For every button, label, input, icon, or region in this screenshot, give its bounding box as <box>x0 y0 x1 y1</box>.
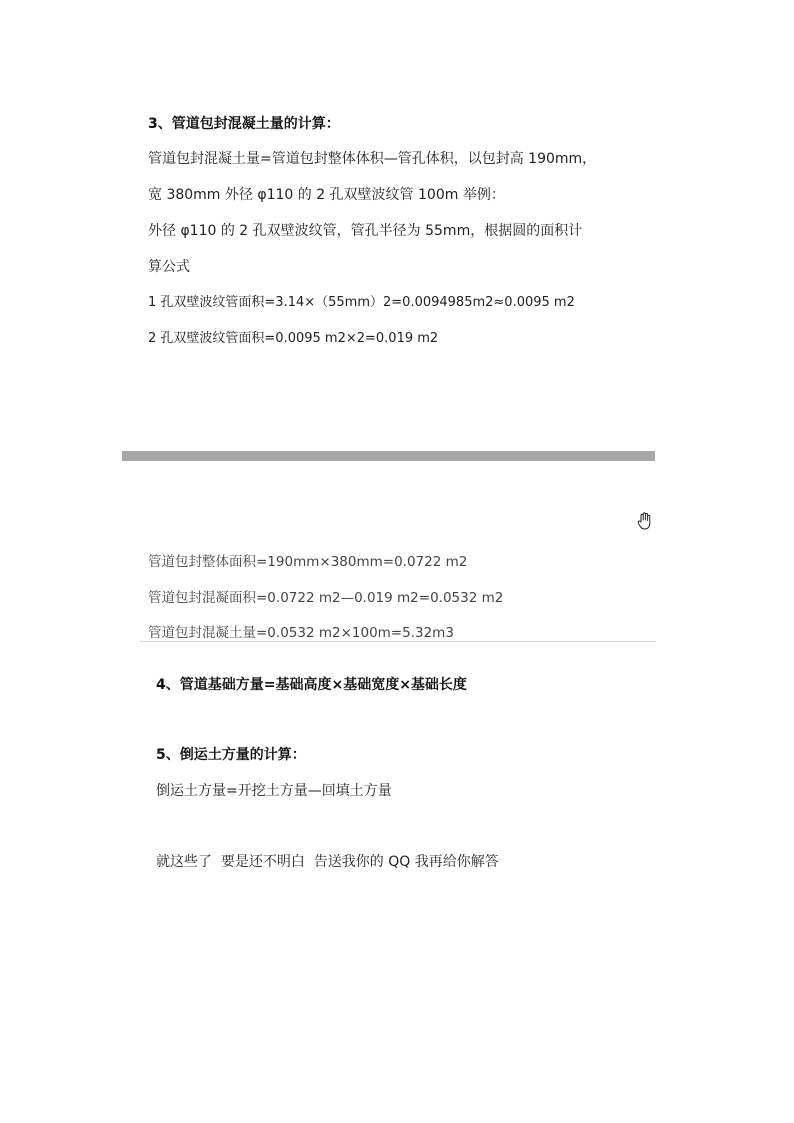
section3-line-3: 外径 φ110 的 2 孔双壁波纹管，管孔半径为 55mm，根据圆的面积计 <box>148 223 583 239</box>
divider-line <box>140 641 655 642</box>
page-separator-band <box>122 451 655 461</box>
section3-heading: 3、管道包封混凝土量的计算： <box>148 116 340 132</box>
formula-two-hole-area: 2 孔双壁波纹管面积=0.0095 m2×2=0.019 m2 <box>148 331 439 346</box>
concrete-volume-line: 管道包封混凝土量=0.0532 m2×100m=5.32m3 <box>148 625 454 641</box>
hand-cursor-icon <box>636 511 654 531</box>
overall-area-line: 管道包封整体面积=190mm×380mm=0.0722 m2 <box>148 554 468 570</box>
section3-line-4: 算公式 <box>148 259 190 275</box>
section3-line-1: 管道包封混凝土量=管道包封整体体积—管孔体积，以包封高 190mm， <box>148 151 597 167</box>
section5-line: 倒运土方量=开挖土方量—回填土方量 <box>156 783 392 799</box>
section3-line-2: 宽 380mm 外径 φ110 的 2 孔双壁波纹管 100m 举例： <box>148 187 505 203</box>
section4-heading: 4、管道基础方量=基础高度×基础宽度×基础长度 <box>156 677 467 693</box>
concrete-area-line: 管道包封混凝面积=0.0722 m2—0.019 m2=0.0532 m2 <box>148 590 504 606</box>
formula-one-hole-area: 1 孔双壁波纹管面积=3.14×（55mm）2=0.0094985m2≈0.0095 m2 <box>148 295 575 310</box>
closing-remark: 就这些了 要是还不明白 告送我你的 QQ 我再给你解答 <box>156 854 499 870</box>
section5-heading: 5、倒运土方量的计算： <box>156 747 306 763</box>
